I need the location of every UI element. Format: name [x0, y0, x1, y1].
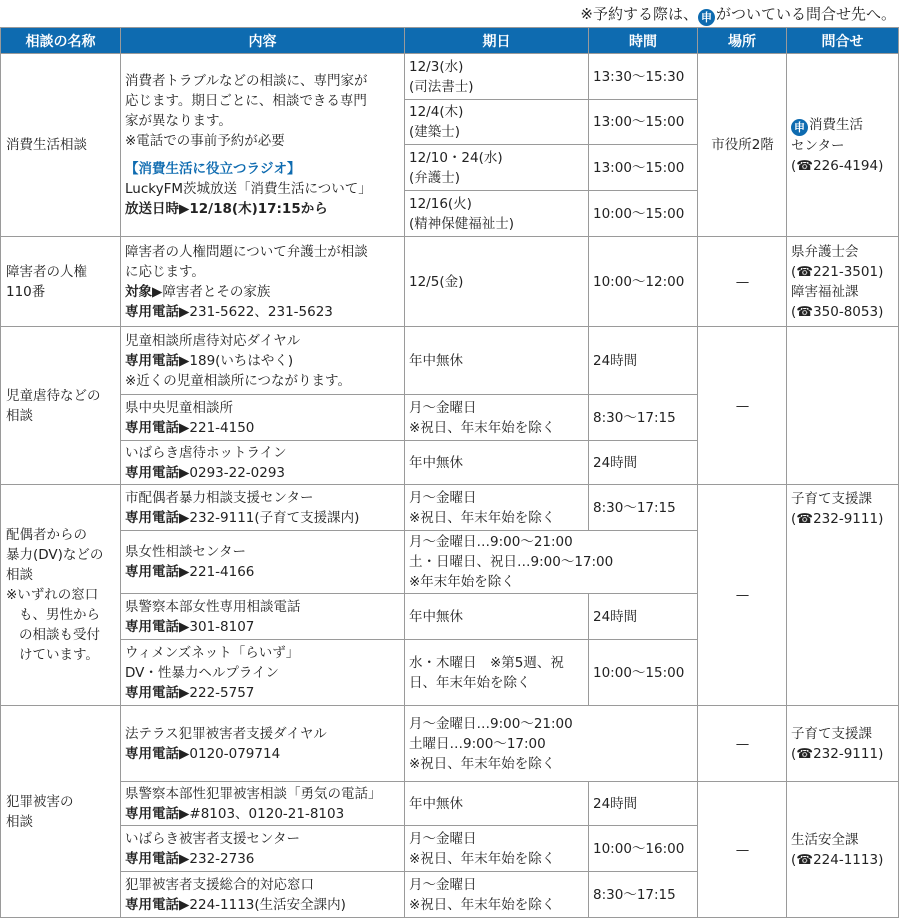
- tel-label: 専用電話▶: [125, 564, 190, 580]
- shohi-radio-value: 12/18(木)17:15から: [189, 201, 328, 217]
- jido-content-1: [121, 327, 405, 395]
- hanzai-contact-1: [787, 706, 899, 782]
- table-row: [1, 485, 899, 531]
- shogai-time: 10:00〜12:00: [589, 237, 698, 327]
- dv-contact: [787, 485, 899, 706]
- header-place: 場所: [698, 28, 787, 54]
- shohi-content-line: 消費者トラブルなどの相談に、専門家が: [125, 73, 368, 89]
- reservation-note-prefix: ※予約する際は、: [580, 5, 698, 23]
- shohi-time-3: 13:00〜15:00: [589, 145, 698, 191]
- date-text: 月〜金曜日: [409, 399, 477, 416]
- shohi-content: [121, 54, 405, 237]
- jido-content-2: [121, 395, 405, 441]
- hanzai-name: [1, 706, 121, 918]
- expert-text: (精神保健福祉士): [409, 215, 515, 232]
- name-line: 相談: [6, 567, 33, 583]
- tel-label: 専用電話▶: [125, 509, 190, 526]
- date-text: 12/10・24(水): [409, 149, 503, 166]
- contact-name: 障害福祉課: [791, 283, 859, 300]
- tel-label: 専用電話▶: [125, 850, 190, 867]
- contact-phone: (☎232-9111): [791, 511, 884, 527]
- date-line: 水・木曜日 ※第5週、祝: [409, 654, 564, 671]
- contact-phone: (☎232-9111): [791, 745, 884, 762]
- hanzai-time-2: 24時間: [589, 782, 698, 826]
- tel-value: #8103、0120-21-8103: [189, 805, 345, 822]
- header-time: 時間: [589, 28, 698, 54]
- tel-label: 専用電話▶: [125, 684, 190, 701]
- tel-value: 0293-22-0293: [189, 464, 286, 481]
- expert-text: (弁護士): [409, 169, 461, 186]
- tel-label: 専用電話▶: [125, 618, 190, 635]
- shogai-place: —: [698, 237, 787, 327]
- header-content: 内容: [121, 28, 405, 54]
- contact-name: センター: [791, 137, 845, 154]
- dv-date-2: [405, 531, 698, 594]
- dv-time-4: 10:00〜15:00: [589, 640, 698, 706]
- header-name: 相談の名称: [1, 28, 121, 54]
- service-title: 犯罪被害者支援総合的対応窓口: [125, 876, 314, 893]
- dv-content-1: [121, 485, 405, 531]
- service-note: ※近くの児童相談所につながります。: [125, 372, 351, 389]
- hanzai-date-2: 年中無休: [405, 782, 589, 826]
- service-title: 県女性相談センター: [125, 544, 246, 560]
- service-title: いばらき被害者支援センター: [125, 830, 300, 847]
- shohi-radio-title: 【消費生活に役立つラジオ】: [125, 161, 301, 177]
- date-text: 12/3(水): [409, 58, 464, 75]
- date-line: 月〜金曜日…9:00〜21:00: [409, 715, 573, 732]
- dv-note-line: も、男性から: [19, 607, 100, 623]
- contact-name: 生活安全課: [791, 831, 859, 848]
- hanzai-date-3: [405, 826, 589, 872]
- service-title: DV・性暴力ヘルプライン: [125, 664, 279, 681]
- hanzai-contact-2: [787, 782, 899, 918]
- hanzai-content-3: [121, 826, 405, 872]
- shohi-content-line: 応じます。期日ごとに、相談できる専門: [125, 93, 367, 109]
- date-note: ※祝日、年末年始を除く: [409, 896, 556, 913]
- contact-phone: (☎226-4194): [791, 157, 884, 174]
- dv-name: [1, 485, 121, 706]
- contact-name: 子育て支援課: [791, 725, 872, 742]
- content-line: 障害者の人権問題について弁護士が相談: [125, 243, 368, 260]
- header-date: 期日: [405, 28, 589, 54]
- reservation-note-suffix: がついている問合せ先へ。: [715, 5, 896, 23]
- hanzai-content-2: [121, 782, 405, 826]
- contact-name: 県弁護士会: [791, 243, 859, 260]
- name-line: 配偶者からの: [6, 527, 87, 543]
- reservation-note: [0, 0, 900, 27]
- jido-date-3: 年中無休: [405, 441, 589, 485]
- dv-date-3: 年中無休: [405, 594, 589, 640]
- service-title: 県中央児童相談所: [125, 399, 233, 416]
- table-row: [1, 782, 899, 826]
- tel-value: 231-5622、231-5623: [189, 303, 333, 320]
- tel-label: 専用電話▶: [125, 352, 190, 369]
- table-header-row: [1, 28, 899, 54]
- jido-date-1: 年中無休: [405, 327, 589, 395]
- shohi-name: 消費生活相談: [1, 54, 121, 237]
- tel-value: 222-5757: [189, 684, 255, 701]
- dv-note-line: ※いずれの窓口: [6, 587, 99, 603]
- table-row: [1, 54, 899, 100]
- shohi-contact: [787, 54, 899, 237]
- dv-place: —: [698, 485, 787, 706]
- hanzai-place-1: —: [698, 706, 787, 782]
- date-line: 日、年末年始を除く: [409, 674, 531, 691]
- hanzai-time-4: 8:30〜17:15: [589, 872, 698, 918]
- expert-text: (司法書士): [409, 78, 474, 95]
- jido-date-2: [405, 395, 589, 441]
- tel-label: 専用電話▶: [125, 805, 190, 822]
- service-title: 県警察本部女性専用相談電話: [125, 598, 301, 615]
- date-note: ※祝日、年末年始を除く: [409, 755, 556, 772]
- tel-value: 301-8107: [189, 618, 255, 635]
- contact-name: 子育て支援課: [791, 491, 872, 507]
- hanzai-time-3: 10:00〜16:00: [589, 826, 698, 872]
- jido-name: [1, 327, 121, 485]
- dv-content-4: [121, 640, 405, 706]
- service-title: 県警察本部性犯罪被害相談「勇気の電話」: [125, 785, 382, 802]
- name-line: 障害者の人権: [6, 263, 87, 280]
- date-line: 土・日曜日、祝日…9:00〜17:00: [409, 554, 614, 570]
- date-text: 12/4(木): [409, 104, 464, 120]
- service-title: 市配偶者暴力相談支援センター: [125, 489, 314, 506]
- hanzai-date-1: [405, 706, 698, 782]
- shohi-time-1: 13:30〜15:30: [589, 54, 698, 100]
- reservation-mark-icon: 申: [791, 119, 808, 136]
- name-line: 犯罪被害の: [6, 793, 74, 810]
- date-text: 月〜金曜日: [409, 876, 477, 893]
- service-title: いばらき虐待ホットライン: [125, 444, 287, 461]
- tel-label: 専用電話▶: [125, 896, 190, 913]
- dv-time-3: 24時間: [589, 594, 698, 640]
- shogai-contact: [787, 237, 899, 327]
- target-value: 障害者とその家族: [162, 283, 271, 300]
- date-note: ※祝日、年末年始を除く: [409, 419, 556, 436]
- tel-value: 221-4166: [189, 564, 255, 580]
- name-line: 児童虐待などの: [6, 387, 101, 404]
- hanzai-content-1: [121, 706, 405, 782]
- shohi-date-4: [405, 191, 589, 237]
- shogai-name: [1, 237, 121, 327]
- table-row: [1, 327, 899, 395]
- shohi-radio-label: 放送日時▶: [125, 201, 190, 217]
- contact-phone: (☎350-8053): [791, 303, 884, 320]
- tel-value: 232-2736: [189, 850, 255, 867]
- contact-name: 消費生活: [809, 116, 863, 133]
- tel-label: 専用電話▶: [125, 464, 190, 481]
- date-line: 月〜金曜日…9:00〜21:00: [409, 534, 573, 550]
- content-line: に応じます。: [125, 263, 205, 280]
- dv-date-4: [405, 640, 589, 706]
- shohi-time-4: 10:00〜15:00: [589, 191, 698, 237]
- dv-note-line: けています。: [19, 647, 99, 663]
- jido-place: —: [698, 327, 787, 485]
- tel-value: 0120-079714: [189, 745, 281, 762]
- name-line: 相談: [6, 813, 33, 830]
- shogai-content: [121, 237, 405, 327]
- table-row: [1, 237, 899, 327]
- shohi-content-line: 家が異なります。: [125, 113, 232, 129]
- shogai-date: 12/5(金): [405, 237, 589, 327]
- tel-label: 専用電話▶: [125, 419, 190, 436]
- hanzai-content-4: [121, 872, 405, 918]
- table-row: [1, 706, 899, 782]
- dv-note-line: の相談も受付: [19, 627, 100, 643]
- jido-time-2: 8:30〜17:15: [589, 395, 698, 441]
- dv-content-2: [121, 531, 405, 594]
- name-line: 相談: [6, 407, 33, 424]
- contact-phone: (☎224-1113): [791, 851, 884, 868]
- name-line: 暴力(DV)などの: [6, 547, 104, 563]
- header-contact: 問合せ: [787, 28, 899, 54]
- shohi-date-1: [405, 54, 589, 100]
- shohi-time-2: 13:00〜15:00: [589, 100, 698, 145]
- contact-phone: (☎221-3501): [791, 263, 884, 280]
- date-note: ※祝日、年末年始を除く: [409, 509, 556, 526]
- reservation-mark-icon: 申: [698, 9, 715, 26]
- shohi-radio-line: LuckyFM茨城放送「消費生活について」: [125, 181, 372, 197]
- dv-date-1: [405, 485, 589, 531]
- consultation-table: [0, 27, 899, 918]
- date-text: 12/16(火): [409, 195, 472, 212]
- date-note: ※祝日、年末年始を除く: [409, 850, 556, 867]
- tel-value: 221-4150: [189, 419, 255, 436]
- hanzai-place-2: —: [698, 782, 787, 918]
- hanzai-date-4: [405, 872, 589, 918]
- date-text: 月〜金曜日: [409, 830, 477, 847]
- jido-content-3: [121, 441, 405, 485]
- dv-content-3: [121, 594, 405, 640]
- expert-text: (建築士): [409, 124, 461, 140]
- shohi-place: 市役所2階: [698, 54, 787, 237]
- shohi-date-2: [405, 100, 589, 145]
- date-note: ※年末年始を除く: [409, 574, 515, 590]
- tel-label: 専用電話▶: [125, 303, 190, 320]
- shohi-date-3: [405, 145, 589, 191]
- tel-value: 224-1113(生活安全課内): [189, 896, 346, 913]
- dv-time-1: 8:30〜17:15: [589, 485, 698, 531]
- jido-contact: [787, 327, 899, 485]
- service-title: 法テラス犯罪被害者支援ダイヤル: [125, 725, 327, 742]
- jido-time-1: 24時間: [589, 327, 698, 395]
- service-title: 児童相談所虐待対応ダイヤル: [125, 332, 301, 349]
- tel-value: 232-9111(子育て支援課内): [189, 509, 360, 526]
- name-line: 110番: [6, 283, 46, 300]
- shohi-content-note: ※電話での事前予約が必要: [125, 133, 285, 149]
- jido-time-3: 24時間: [589, 441, 698, 485]
- service-title: ウィメンズネット「らいず」: [125, 644, 300, 661]
- tel-label: 専用電話▶: [125, 745, 190, 762]
- date-text: 月〜金曜日: [409, 489, 477, 506]
- target-label: 対象▶: [125, 283, 163, 300]
- tel-value: 189(いちはやく): [189, 352, 294, 369]
- date-line: 土曜日…9:00〜17:00: [409, 735, 546, 752]
